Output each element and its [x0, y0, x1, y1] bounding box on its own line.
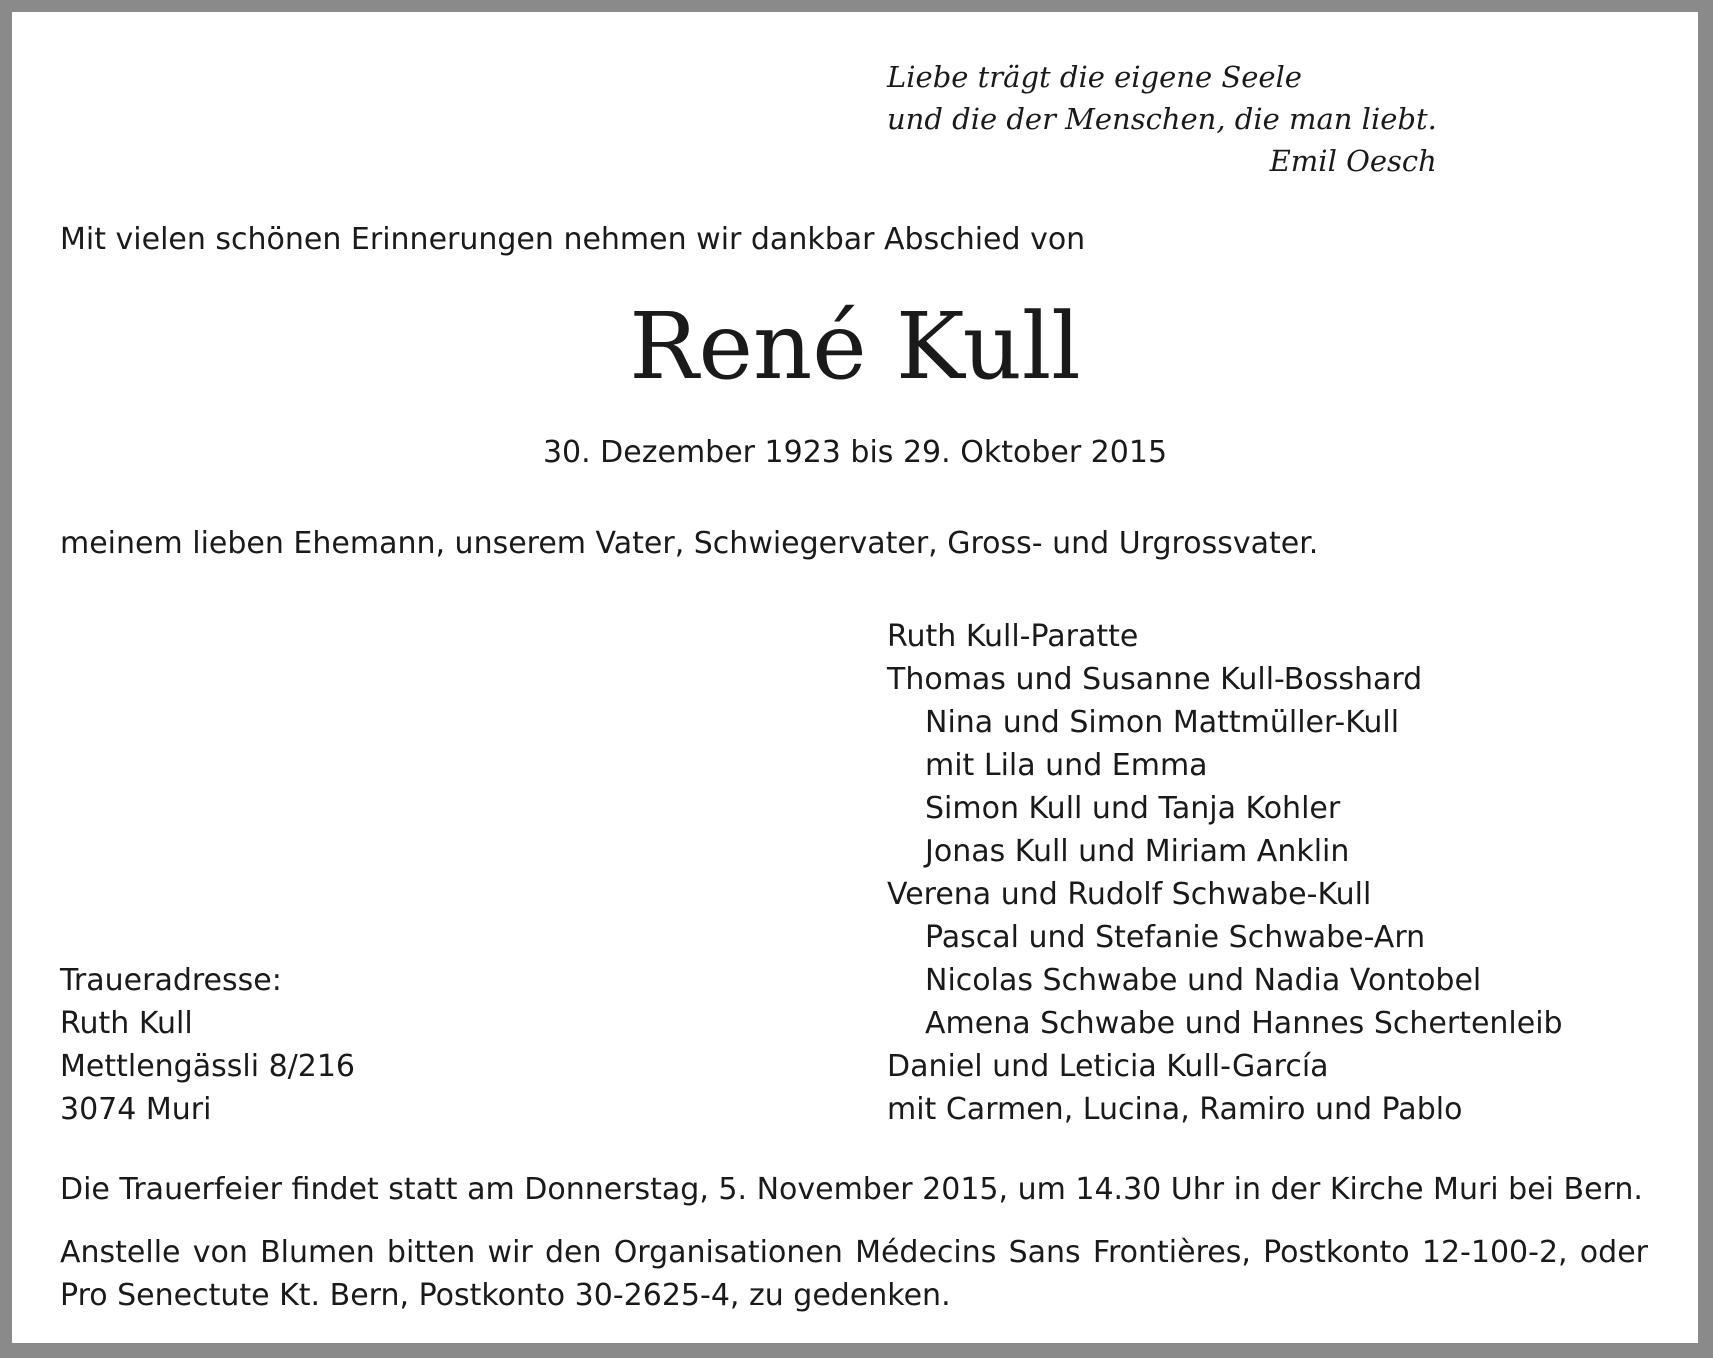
- obituary-page: [12, 12, 1698, 1343]
- address-label: Traueradresse:: [60, 963, 282, 998]
- mourner-item: Ruth Kull-Paratte: [887, 619, 1139, 654]
- mourner-item: Thomas und Susanne Kull-Bosshard: [887, 662, 1423, 697]
- donation-text: Anstelle von Blumen bitten wir den Organisationen Médecins Sans Frontières, Postkonto 12-100-2, oder Pro Senectute Kt. Bern, Postkonto 30-2625-4, zu gedenken.: [60, 1235, 1648, 1313]
- relation-text: meinem lieben Ehemann, unserem Vater, Schwiegervater, Gross- und Urgrossvater.: [60, 526, 1319, 561]
- mourner-item: Nicolas Schwabe und Nadia Vontobel: [925, 963, 1482, 998]
- epigraph: [887, 56, 1437, 182]
- mourner-item: Daniel und Leticia Kull-García: [887, 1049, 1329, 1084]
- epigraph-line-1: Liebe trägt die eigene Seele: [887, 60, 1302, 94]
- deceased-name: René Kull: [629, 293, 1081, 400]
- intro-text: Mit vielen schönen Erinnerungen nehmen wir dankbar Abschied von: [60, 222, 1086, 257]
- mourner-item: Nina und Simon Mattmüller-Kull: [925, 705, 1400, 740]
- epigraph-author: Emil Oesch: [1269, 144, 1437, 178]
- life-dates: 30. Dezember 1923 bis 29. Oktober 2015: [542, 435, 1168, 470]
- mourner-item: Jonas Kull und Miriam Anklin: [925, 834, 1350, 869]
- address-street: Mettlengässli 8/216: [60, 1049, 356, 1084]
- address-city: 3074 Muri: [60, 1092, 212, 1127]
- mourner-item: Simon Kull und Tanja Kohler: [925, 791, 1341, 826]
- mourner-item: Verena und Rudolf Schwabe-Kull: [887, 877, 1372, 912]
- mourner-item: mit Lila und Emma: [925, 748, 1208, 783]
- funeral-service-text: Die Trauerfeier findet statt am Donnerstag, 5. November 2015, um 14.30 Uhr in der Kirche Muri bei Bern.: [60, 1172, 1643, 1207]
- epigraph-line-2: und die der Menschen, die man liebt.: [887, 102, 1437, 136]
- address-name: Ruth Kull: [60, 1006, 193, 1041]
- mourning-address: [60, 959, 355, 1131]
- mourner-item: mit Carmen, Lucina, Ramiro und Pablo: [887, 1092, 1463, 1127]
- mourner-item: Amena Schwabe und Hannes Schertenleib: [925, 1006, 1563, 1041]
- mourners-list: [887, 615, 1563, 1131]
- mourner-item: Pascal und Stefanie Schwabe-Arn: [925, 920, 1426, 955]
